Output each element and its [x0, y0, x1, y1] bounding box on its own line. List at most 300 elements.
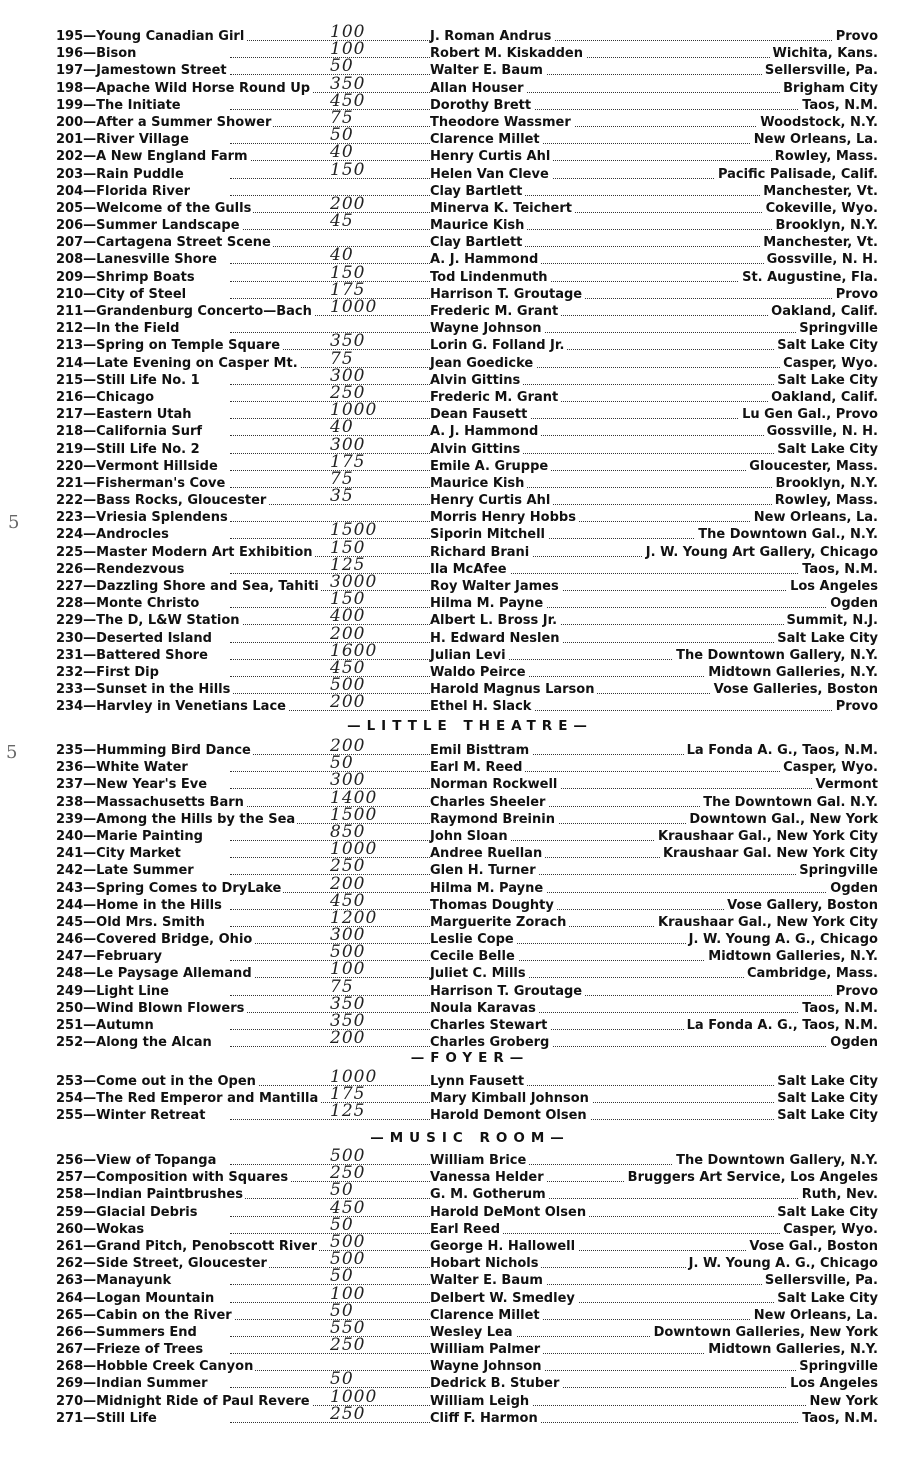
entry-number-and-title [56, 1073, 258, 1090]
catalog-entry [40, 1317, 880, 1341]
handwritten-price: 100 [330, 1283, 366, 1304]
entry-artist: Dorothy Brett [430, 97, 534, 114]
handwritten-price: 200 [330, 873, 366, 894]
catalog-entry [40, 417, 880, 440]
handwritten-price: 150 [330, 589, 366, 610]
entry-number-and-title [56, 1307, 234, 1324]
entry-dash: — [83, 1221, 97, 1237]
entry-artist: Clarence Millet [430, 131, 543, 148]
entry-title: View of Topanga [96, 1153, 217, 1168]
entry-title: Autumn [96, 1018, 154, 1033]
entry-title: Still Life [96, 1410, 157, 1426]
entry-dash: — [83, 760, 97, 776]
entry-location: Salt Lake City [774, 372, 878, 389]
entry-title: Light Line [96, 983, 169, 999]
entry-location: Kraushaar Gal. New York City [660, 845, 878, 862]
catalog-entry [40, 753, 880, 776]
entry-title: City of Steel [96, 286, 187, 302]
entry-number-and-title [56, 1107, 207, 1124]
entry-location: Bruggers Art Service, Los Angeles [625, 1169, 878, 1186]
entry-number-and-title [56, 166, 186, 183]
handwritten-price: 1000 [330, 1067, 378, 1087]
catalog-entry [40, 468, 880, 492]
entry-artist: William Brice [430, 1152, 529, 1169]
entry-artist: Delbert W. Smedley [430, 1290, 578, 1307]
entry-number: 251 [56, 1018, 84, 1033]
entry-title: Rendezvous [96, 561, 185, 577]
entry-dash: — [83, 1018, 97, 1033]
entry-dash: — [83, 235, 97, 251]
handwritten-price: 350 [330, 993, 366, 1014]
entry-number: 209 [56, 269, 84, 285]
entry-number: 233 [56, 682, 84, 698]
entry-dash: — [83, 389, 97, 405]
catalog-entry [40, 804, 880, 828]
entry-number: 269 [56, 1376, 84, 1392]
entry-dash: — [83, 269, 97, 285]
entry-location: Woodstock, N.Y. [757, 114, 878, 131]
entry-number: 266 [56, 1324, 84, 1340]
entry-number: 245 [56, 914, 84, 930]
entry-dash: — [83, 699, 97, 715]
handwritten-price: 50 [330, 1300, 354, 1321]
entry-number-and-title [56, 337, 282, 354]
entry-title: Still Life No. 2 [96, 441, 200, 457]
entry-artist: Lynn Fausett [430, 1073, 527, 1090]
entry-title: In the Field [96, 321, 180, 337]
catalog-entry [40, 382, 880, 406]
catalog-entry [40, 821, 880, 845]
entry-number-and-title [56, 389, 156, 406]
entry-dash: — [83, 1238, 97, 1254]
entry-number-and-title [56, 561, 186, 578]
entry-artist: Harrison T. Groutage [430, 983, 585, 1000]
catalog-entry [40, 348, 880, 372]
catalog-entry [40, 193, 880, 217]
entry-number-and-title [56, 1034, 214, 1051]
catalog-entry [40, 1011, 880, 1034]
entry-number: 241 [56, 846, 84, 862]
entry-location: Kraushaar Gal., New York City [655, 828, 878, 845]
entry-location: Brigham City [780, 80, 878, 97]
entry-artist: William Palmer [430, 1341, 543, 1358]
entry-number-and-title [56, 630, 214, 647]
entry-title: Late Evening on Casper Mt. [96, 355, 298, 371]
entry-dash: — [83, 1290, 97, 1306]
entry-number: 264 [56, 1290, 84, 1306]
entry-title: Cartagena Street Scene [96, 235, 271, 251]
entry-title: Welcome of the Gulls [96, 200, 252, 216]
handwritten-price: 300 [330, 365, 366, 386]
entry-number-and-title [56, 862, 196, 879]
entry-location: Salt Lake City [774, 1290, 878, 1307]
entry-location: Salt Lake City [774, 337, 878, 354]
entry-artist: Wesley Lea [430, 1324, 516, 1341]
entry-number-and-title [56, 286, 188, 303]
catalog-entry [40, 1101, 880, 1124]
entry-title: Androcles [96, 527, 169, 543]
entry-artist: Clay Bartlett [430, 183, 525, 200]
entry-artist: Charles Stewart [430, 1017, 550, 1034]
catalog-entry [40, 1283, 880, 1307]
catalog-entry [40, 1231, 880, 1255]
catalog-entry [40, 1300, 880, 1324]
entry-number: 212 [56, 321, 84, 337]
catalog-entry [40, 183, 880, 200]
catalog-entry [40, 1335, 880, 1358]
entry-location: Manchester, Vt. [760, 234, 878, 251]
handwritten-price: 200 [330, 1028, 366, 1049]
entry-artist: Richard Brani [430, 544, 532, 561]
entry-number: 256 [56, 1153, 84, 1168]
entry-number-and-title [56, 914, 207, 931]
entry-artist: Maurice Kish [430, 217, 527, 234]
entry-location: St. Augustine, Fla. [739, 269, 878, 286]
handwritten-price: 100 [330, 39, 366, 60]
entry-dash: — [83, 132, 97, 148]
entry-dash: — [83, 811, 97, 827]
entry-number-and-title [56, 1324, 199, 1341]
entry-number-and-title [56, 828, 205, 845]
entry-number: 228 [56, 596, 84, 612]
entry-dash: — [83, 630, 97, 646]
entry-location: Gossville, N. H. [764, 423, 878, 440]
entry-title: Shrimp Boats [96, 269, 195, 285]
entry-artist: Noula Karavas [430, 1000, 539, 1017]
catalog-entry [40, 856, 880, 879]
entry-location: Salt Lake City [774, 1107, 878, 1124]
entry-location: Brooklyn, N.Y. [773, 475, 879, 492]
entry-artist: Hobart Nichols [430, 1255, 541, 1272]
entry-location: Wichita, Kans. [770, 45, 878, 62]
entry-dash: — [83, 304, 97, 319]
handwritten-price: 125 [330, 554, 366, 575]
entry-artist: Helen Van Cleve [430, 166, 552, 183]
section-heading-music-room: —MUSIC ROOM— [370, 1130, 570, 1146]
entry-title: Wokas [96, 1221, 145, 1237]
catalog-entry [40, 73, 880, 97]
entry-artist: Robert M. Kiskadden [430, 45, 586, 62]
entry-number-and-title [56, 148, 250, 165]
entry-number-and-title [56, 776, 209, 793]
handwritten-price: 3000 [330, 572, 378, 592]
entry-location: Midtown Galleries, N.Y. [705, 1341, 878, 1358]
entry-number: 205 [56, 200, 84, 216]
entry-location: Springville [796, 862, 878, 879]
entry-location: Brooklyn, N.Y. [773, 217, 879, 234]
entry-title: Vermont Hillside [96, 458, 218, 474]
entry-dash: — [83, 1342, 97, 1358]
entry-dash: — [83, 544, 97, 560]
catalog-entry [40, 297, 880, 320]
entry-number-and-title [56, 1169, 290, 1186]
entry-artist: Emil Bisttram [430, 742, 532, 759]
entry-location: Rowley, Mass. [772, 148, 878, 165]
entry-number-and-title [56, 458, 220, 475]
entry-title: Le Paysage Allemand [96, 966, 252, 982]
entry-location: Oakland, Calif. [768, 389, 878, 406]
entry-dash: — [83, 1035, 97, 1051]
entry-title: California Surf [96, 424, 203, 440]
entry-number: 210 [56, 286, 84, 302]
entry-dash: — [83, 1273, 97, 1289]
entry-title: Sunset in the Hills [96, 682, 231, 698]
entry-dash: — [83, 218, 97, 234]
entry-artist: Cecile Belle [430, 948, 518, 965]
entry-number: 224 [56, 527, 84, 543]
handwritten-price: 500 [330, 942, 366, 963]
handwritten-price: 500 [330, 675, 366, 696]
entry-number-and-title [56, 526, 171, 543]
catalog-entry [40, 39, 880, 62]
handwritten-price: 40 [330, 142, 354, 163]
catalog-entry [40, 572, 880, 595]
handwritten-price: 500 [330, 1146, 366, 1166]
catalog-entry [40, 245, 880, 268]
handwritten-price: 250 [330, 1163, 366, 1184]
entry-number-and-title [56, 578, 321, 595]
entry-dash: — [83, 252, 97, 268]
handwritten-price: 450 [330, 657, 366, 678]
entry-location: Provo [833, 286, 878, 303]
entry-dash: — [83, 983, 97, 999]
entry-artist: William Leigh [430, 1393, 532, 1410]
entry-dash: — [83, 777, 97, 793]
entry-location: La Fonda A. G., Taos, N.M. [684, 1017, 878, 1034]
entry-title: City Market [96, 846, 181, 862]
entry-dash: — [83, 1187, 97, 1203]
catalog-entry [40, 1369, 880, 1392]
entry-number: 222 [56, 493, 84, 509]
handwritten-price: 175 [330, 279, 366, 300]
entry-dash: — [83, 149, 97, 165]
entry-number: 243 [56, 880, 84, 896]
catalog-entry [40, 1358, 880, 1375]
entry-location: Ruth, Nev. [799, 1186, 878, 1203]
entry-location: Salt Lake City [774, 1073, 878, 1090]
entry-location: Ogden [827, 1034, 878, 1051]
entry-artist: Walter E. Baum [430, 62, 546, 79]
entry-number-and-title [56, 97, 183, 114]
catalog-entry [40, 890, 880, 914]
catalog-entry [40, 1266, 880, 1289]
entry-artist: Clarence Millet [430, 1307, 543, 1324]
entry-artist: Charles Groberg [430, 1034, 552, 1051]
entry-dash: — [83, 966, 97, 982]
entry-title: The D, L&W Station [96, 613, 240, 629]
entry-number-and-title [56, 80, 312, 97]
entry-location: Ogden [827, 595, 878, 612]
entry-title: Apache Wild Horse Round Up [96, 80, 311, 96]
catalog-entry [40, 606, 880, 629]
entry-number: 240 [56, 828, 84, 844]
catalog-entry [40, 623, 880, 647]
entry-title: White Water [96, 760, 188, 776]
entry-dash: — [83, 664, 97, 680]
entry-number-and-title [56, 1272, 173, 1289]
entry-number: 235 [56, 743, 84, 758]
entry-artist: Andree Ruellan [430, 845, 545, 862]
entry-number: 198 [56, 80, 84, 96]
entry-number: 208 [56, 252, 84, 268]
catalog-entry [40, 331, 880, 354]
entry-number-and-title [56, 1255, 269, 1272]
handwritten-price: 50 [330, 1266, 354, 1287]
entry-title: Winter Retreat [96, 1108, 206, 1124]
entry-number-and-title [56, 1017, 156, 1034]
entry-number: 267 [56, 1342, 84, 1358]
entry-number: 225 [56, 544, 84, 560]
entry-location: Taos, N.M. [799, 97, 878, 114]
catalog-entry [40, 451, 880, 475]
entry-dash: — [83, 1170, 97, 1186]
entry-number-and-title [56, 1410, 159, 1427]
entry-artist: George H. Hallowell [430, 1238, 578, 1255]
entry-location: Taos, N.M. [799, 1000, 878, 1017]
entry-artist: Wayne Johnson [430, 320, 545, 337]
entry-title: After a Summer Shower [96, 114, 272, 130]
entry-number-and-title [56, 28, 246, 45]
entry-location: Casper, Wyo. [780, 759, 878, 776]
entry-artist: Thomas Doughty [430, 897, 557, 914]
catalog-entry [40, 125, 880, 148]
entry-dash: — [83, 286, 97, 302]
entry-dash: — [83, 510, 97, 526]
entry-artist: Lorin G. Folland Jr. [430, 337, 567, 354]
entry-dash: — [83, 1091, 97, 1107]
entry-number-and-title [56, 664, 161, 681]
entry-location: Cokeville, Wyo. [763, 200, 878, 217]
entry-artist: Roy Walter James [430, 578, 562, 595]
entry-artist: Norman Rockwell [430, 776, 560, 793]
entry-number: 211 [56, 304, 84, 319]
entry-title: Manayunk [96, 1273, 172, 1289]
entry-title: Covered Bridge, Ohio [96, 932, 253, 948]
entry-number: 255 [56, 1108, 84, 1124]
entry-artist: Cliff F. Harmon [430, 1410, 541, 1427]
entry-number: 242 [56, 863, 84, 879]
entry-dash: — [83, 880, 97, 896]
entry-number-and-title [56, 742, 253, 759]
handwritten-price: 350 [330, 1011, 366, 1031]
entry-number-and-title [56, 303, 314, 320]
entry-title: The Initiate [96, 97, 181, 113]
entry-title: Spring on Temple Square [96, 338, 281, 354]
entry-location: Taos, N.M. [799, 1410, 878, 1427]
entry-artist: H. Edward Neslen [430, 630, 563, 647]
catalog-entry [40, 486, 880, 509]
entry-dash: — [83, 743, 97, 758]
catalog-entry [40, 159, 880, 183]
entry-title: Young Canadian Girl [96, 29, 245, 44]
entry-title: Marie Painting [96, 828, 203, 844]
handwritten-price: 1000 [330, 400, 378, 421]
entry-title: Rain Puddle [96, 166, 184, 182]
entry-title: Frieze of Trees [96, 1342, 204, 1358]
entry-artist: Harold Demont Olsen [430, 1107, 590, 1124]
handwritten-price: 175 [330, 1084, 366, 1105]
catalog-entry [40, 554, 880, 578]
entry-location: Provo [833, 28, 878, 45]
entry-number-and-title [56, 759, 190, 776]
entry-number-and-title [56, 1375, 210, 1392]
entry-number-and-title [56, 1152, 218, 1169]
handwritten-price: 1000 [330, 1386, 378, 1407]
catalog-entry [40, 211, 880, 234]
handwritten-price: 50 [330, 56, 354, 77]
entry-number-and-title [56, 612, 242, 629]
entry-artist: Marguerite Zorach [430, 914, 569, 931]
entry-number: 250 [56, 1000, 84, 1016]
entry-number-and-title [56, 983, 171, 1000]
entry-dash: — [83, 1074, 97, 1089]
handwritten-price: 75 [330, 107, 354, 128]
entry-title: Midnight Ride of Paul Revere [96, 1393, 310, 1409]
entry-artist: Morris Henry Hobbs [430, 509, 579, 526]
entry-location: La Fonda A. G., Taos, N.M. [684, 742, 878, 759]
entry-number-and-title [56, 114, 273, 131]
entry-location: Rowley, Mass. [772, 492, 878, 509]
entry-artist: Julian Levi [430, 647, 509, 664]
entry-number: 270 [56, 1393, 84, 1409]
entry-dash: — [83, 647, 97, 663]
handwritten-price: 50 [330, 1214, 354, 1235]
handwritten-price: 50 [330, 125, 354, 146]
handwritten-price: 450 [330, 1197, 366, 1218]
catalog-entry [40, 434, 880, 458]
entry-dash: — [83, 1359, 97, 1375]
entry-number: 259 [56, 1204, 84, 1220]
entry-artist: Charles Sheeler [430, 794, 548, 811]
entry-number: 268 [56, 1359, 84, 1375]
handwritten-price: 150 [330, 262, 366, 283]
handwritten-price: 40 [330, 245, 354, 266]
handwritten-price: 250 [330, 1335, 366, 1356]
entry-location: Midtown Galleries, N.Y. [705, 664, 878, 681]
entry-number-and-title [56, 647, 210, 664]
handwritten-price: 200 [330, 623, 366, 644]
catalog-entry [40, 925, 880, 948]
entry-location: Oakland, Calif. [768, 303, 878, 320]
catalog-entry [40, 509, 880, 526]
entry-title: Chicago [96, 389, 155, 405]
entry-artist: Jean Goedicke [430, 355, 536, 372]
catalog-entry [40, 907, 880, 931]
entry-number: 201 [56, 132, 84, 148]
entry-title: Vriesia Splendens [96, 510, 228, 526]
entry-number-and-title [56, 183, 192, 200]
entry-title: Dazzling Shore and Sea, Tahiti [96, 579, 319, 594]
entry-number: 223 [56, 510, 84, 526]
entry-artist: Glen H. Turner [430, 862, 539, 879]
entry-number-and-title [56, 62, 229, 79]
entry-title: Grandenburg Concerto—Bach [96, 304, 312, 319]
catalog-entry [40, 993, 880, 1017]
catalog-entry [40, 657, 880, 681]
entry-number: 238 [56, 794, 84, 810]
entry-dash: — [83, 63, 97, 79]
catalog-entry [40, 1403, 880, 1427]
entry-number: 226 [56, 561, 84, 577]
entry-title: Still Life No. 1 [96, 372, 200, 388]
entry-dash: — [83, 1108, 97, 1124]
entry-artist: Hilma M. Payne [430, 595, 546, 612]
entry-dash: — [83, 321, 97, 337]
entry-artist: Walter E. Baum [430, 1272, 546, 1289]
catalog-entry [40, 520, 880, 543]
entry-title: Massachusetts Barn [96, 794, 244, 810]
catalog-entry [40, 942, 880, 965]
